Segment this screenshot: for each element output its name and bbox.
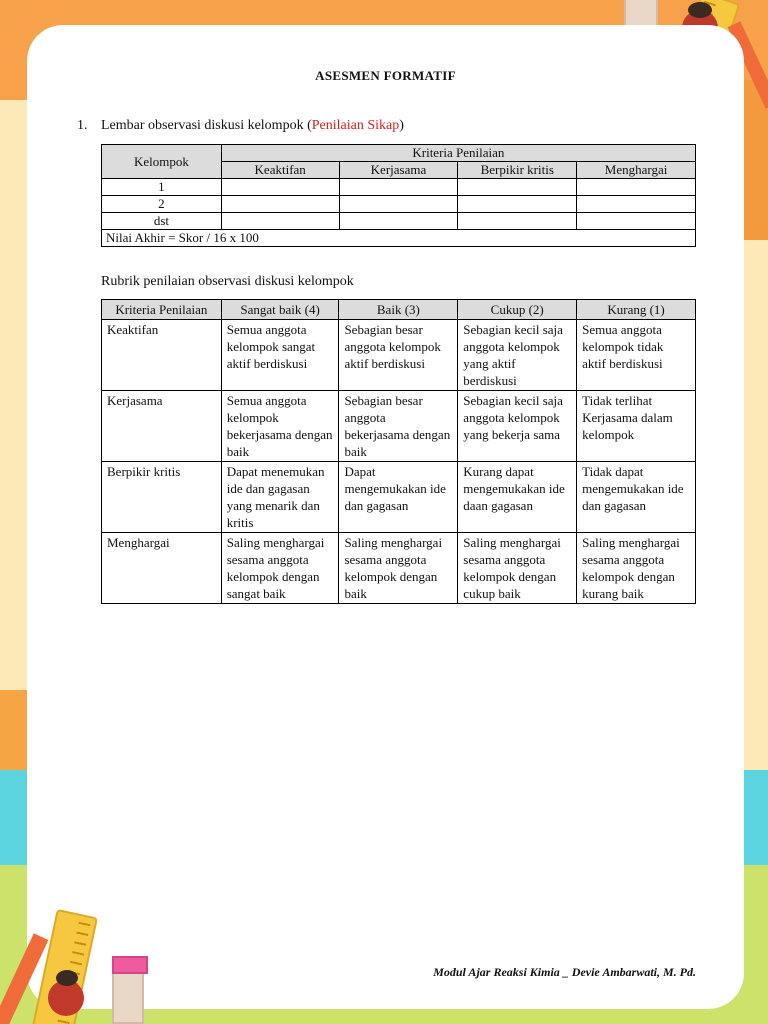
observation-table	[101, 144, 696, 247]
question-text: Lembar observasi diskusi kelompok (	[101, 118, 312, 133]
table-header-cell: Berpikir kritis	[458, 162, 577, 179]
table-cell: 1	[102, 179, 222, 196]
eraser-icon	[112, 968, 144, 1024]
table-cell: Semua anggota kelompok bekerjasama dengan baik	[221, 391, 339, 462]
table-cell: Tidak terlihat Kerjasama dalam kelompok	[577, 391, 696, 462]
table-cell	[458, 179, 577, 196]
table-cell: Saling menghargai sesama anggota kelompok dengan cukup baik	[458, 533, 577, 604]
question-highlight: Penilaian Sikap	[311, 118, 400, 133]
rubrik-header-cell: Baik (3)	[339, 300, 458, 320]
table-row	[102, 462, 696, 533]
rubrik-header-cell: Kurang (1)	[577, 300, 696, 320]
question-number: 1.	[77, 118, 88, 133]
table-row	[102, 213, 696, 230]
table-footer-formula: Nilai Akhir = Skor / 16 x 100	[102, 230, 696, 247]
table-cell: Sebagian kecil saja anggota kelompok yang aktif berdiskusi	[458, 320, 577, 391]
page-title: ASESMEN FORMATIF	[315, 68, 456, 83]
table-row	[102, 533, 696, 604]
footer-text: Modul Ajar Reaksi Kimia _ Devie Ambarwati, M. Pd.	[433, 965, 696, 979]
table-row	[102, 179, 696, 196]
table-header-cell: Menghargai	[577, 162, 696, 179]
table-cell: Kurang dapat mengemukakan ide daan gagasan	[458, 462, 577, 533]
paintbrush-icon	[48, 980, 84, 1016]
table-row	[102, 196, 696, 213]
table-cell: Keaktifan	[102, 320, 222, 391]
table-cell: Sebagian besar anggota kelompok aktif berdiskusi	[339, 320, 458, 391]
table-header-cell: Kerjasama	[339, 162, 458, 179]
table-header-cell: Keaktifan	[221, 162, 339, 179]
table-cell: Saling menghargai sesama anggota kelompok dengan baik	[339, 533, 458, 604]
table-cell: Semua anggota kelompok sangat aktif berdiskusi	[221, 320, 339, 391]
table-cell: Menghargai	[102, 533, 222, 604]
table-cell: Dapat mengemukakan ide dan gagasan	[339, 462, 458, 533]
table-cell	[577, 196, 696, 213]
rubrik-header-cell: Sangat baik (4)	[221, 300, 339, 320]
question-close: )	[399, 118, 404, 133]
table-cell	[458, 213, 577, 230]
rubrik-header-cell: Cukup (2)	[458, 300, 577, 320]
table-cell	[577, 213, 696, 230]
table-cell	[577, 179, 696, 196]
table-cell: Saling menghargai sesama anggota kelompok dengan kurang baik	[577, 533, 696, 604]
document-page	[27, 25, 744, 1009]
table-cell	[221, 179, 339, 196]
table-cell: Sebagian besar anggota bekerjasama dengan baik	[339, 391, 458, 462]
table-cell	[339, 179, 458, 196]
table-cell	[221, 213, 339, 230]
table-cell: Kerjasama	[102, 391, 222, 462]
table-cell: Dapat menemukan ide dan gagasan yang menarik dan kritis	[221, 462, 339, 533]
table-cell: 2	[102, 196, 222, 213]
table-cell: dst	[102, 213, 222, 230]
table-cell	[221, 196, 339, 213]
rubrik-caption: Rubrik penilaian observasi diskusi kelompok	[101, 274, 354, 289]
table-cell	[339, 213, 458, 230]
table-cell: Tidak dapat mengemukakan ide dan gagasan	[577, 462, 696, 533]
table-cell	[458, 196, 577, 213]
table-cell: Semua anggota kelompok tidak aktif berdiskusi	[577, 320, 696, 391]
table-cell	[339, 196, 458, 213]
rubrik-header-cell: Kriteria Penilaian	[102, 300, 222, 320]
table-cell: Sebagian kecil saja anggota kelompok yang bekerja sama	[458, 391, 577, 462]
table-cell: Saling menghargai sesama anggota kelompok dengan sangat baik	[221, 533, 339, 604]
table-row	[102, 391, 696, 462]
question-1	[77, 118, 404, 134]
table-header-criteria: Kriteria Penilaian	[221, 145, 695, 162]
rubrik-table	[101, 299, 696, 604]
table-cell: Berpikir kritis	[102, 462, 222, 533]
table-header-kelompok: Kelompok	[102, 145, 222, 179]
table-row	[102, 320, 696, 391]
